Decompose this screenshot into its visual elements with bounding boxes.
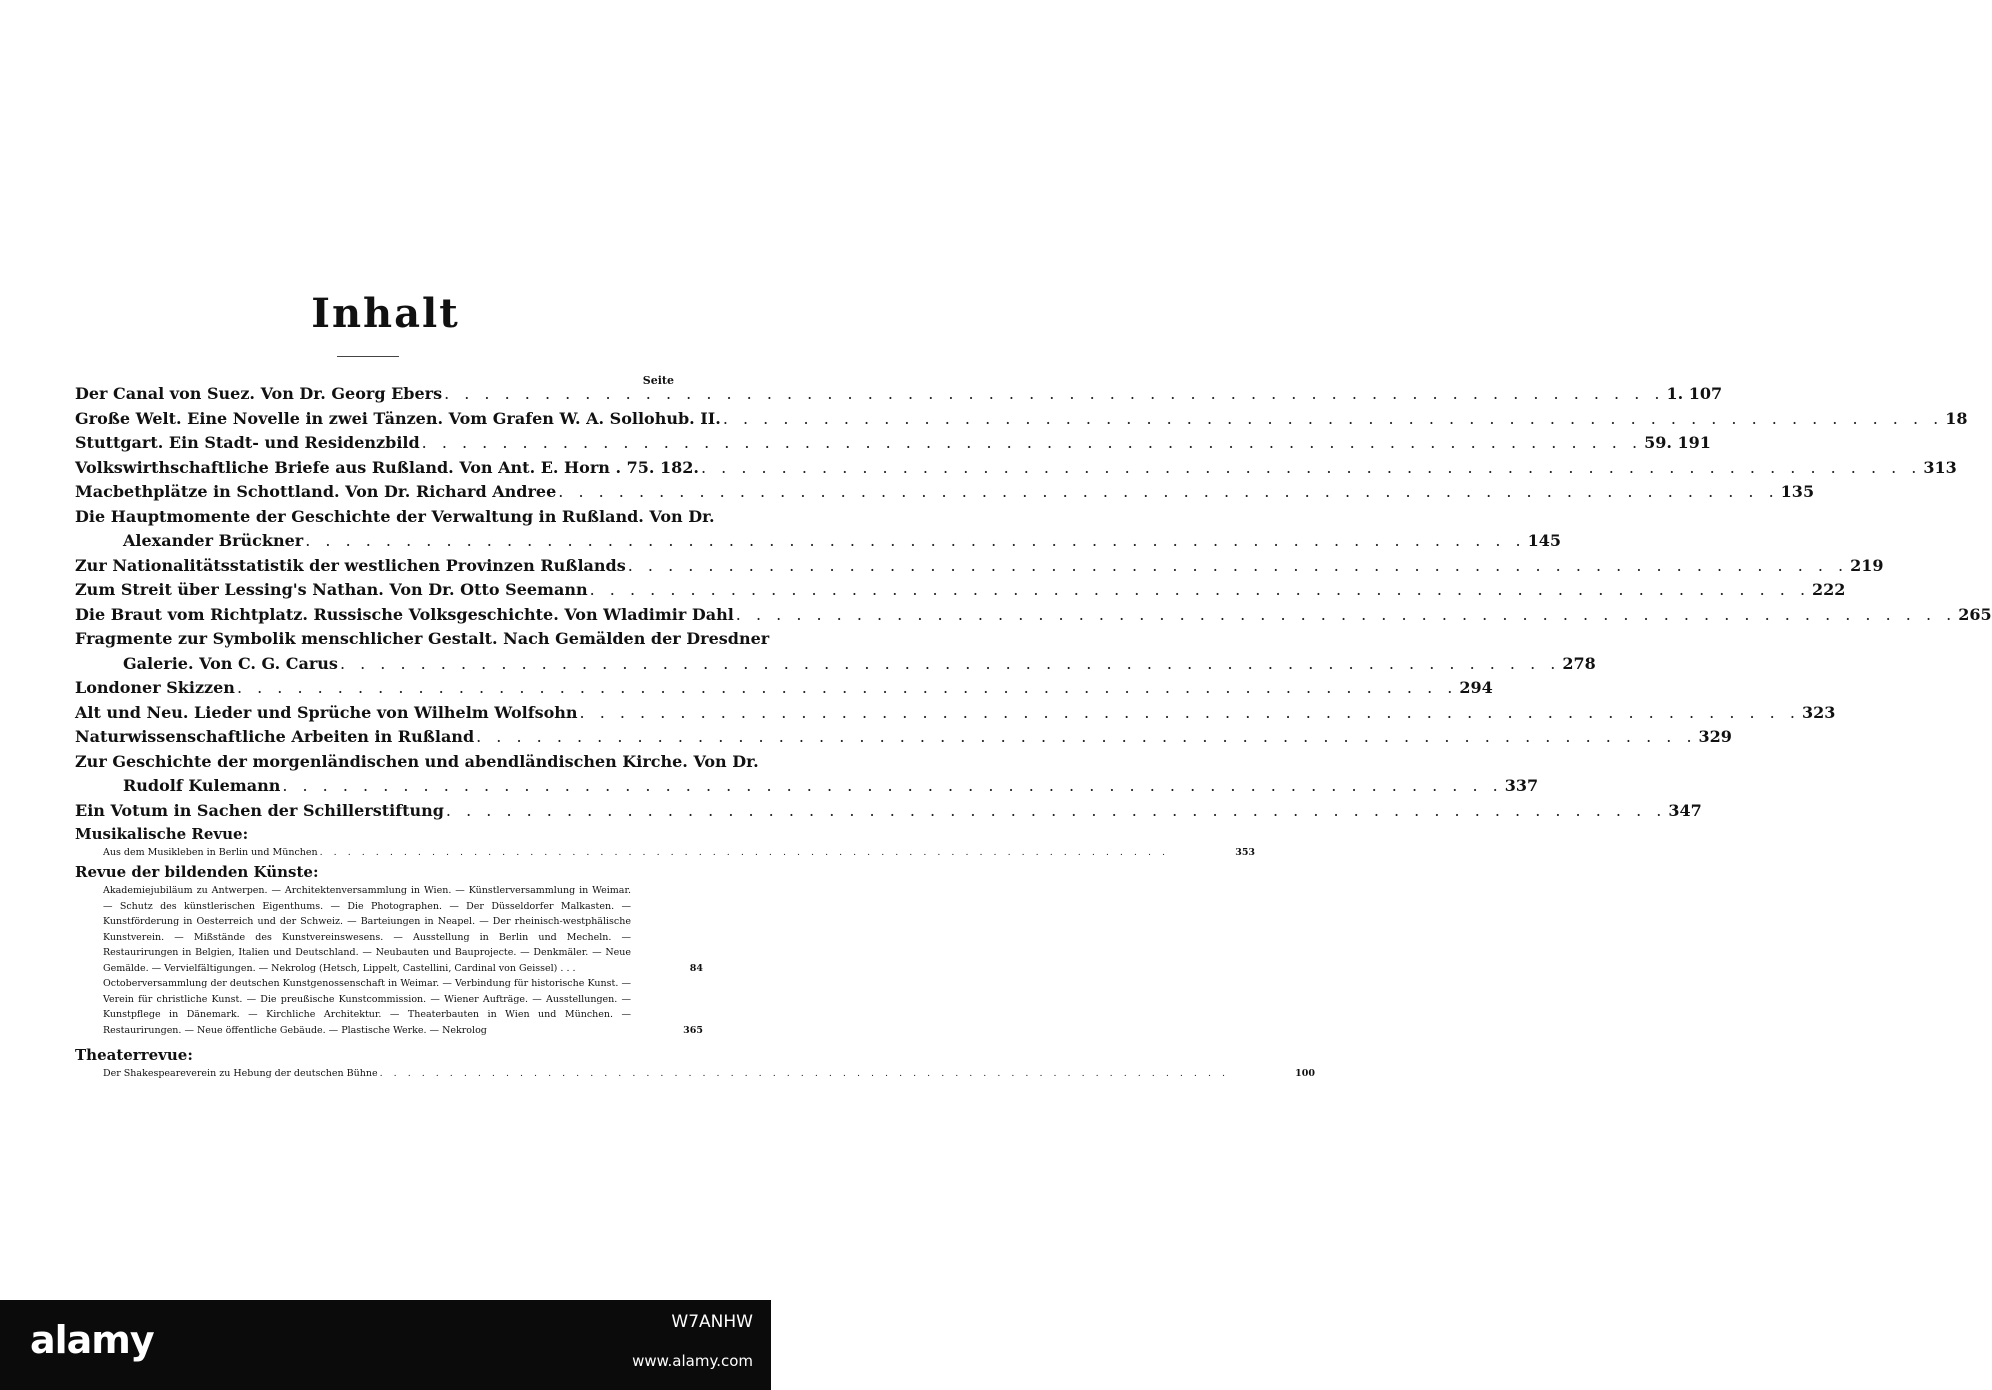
toc-entry bbox=[75, 382, 1723, 407]
toc-entry bbox=[75, 774, 1539, 799]
toc-entry bbox=[75, 799, 1702, 824]
toc-entry-title: Der Canal von Suez. Von Dr. Georg Ebers bbox=[75, 384, 443, 403]
leader-dots bbox=[721, 407, 1945, 432]
toc-entry-title: Macbethplätze in Schottland. Von Dr. Richard Andree bbox=[75, 482, 557, 501]
toc-entry-title: Alexander Brückner bbox=[123, 531, 304, 550]
toc-entry-title: Die Braut vom Richtplatz. Russische Volksgeschichte. Von Wladimir Dahl bbox=[75, 604, 734, 624]
leader-dots bbox=[420, 431, 1644, 456]
toc-entry-page: 294 bbox=[1459, 678, 1493, 697]
title-divider bbox=[337, 356, 399, 357]
toc-entry-page: 1. 107 bbox=[1666, 384, 1723, 403]
toc-entries bbox=[75, 382, 1992, 823]
section-heading-theater: Theaterrevue: bbox=[75, 1046, 193, 1064]
kunst-paragraph-2 bbox=[75, 976, 703, 1038]
toc-entry-page: 219 bbox=[1850, 555, 1884, 575]
toc-entry-title: Der Shakespeareverein zu Hebung der deutschen Bühne bbox=[103, 1068, 378, 1079]
toc-entry-theater bbox=[75, 1066, 1316, 1082]
toc-entry bbox=[75, 725, 1732, 750]
toc-entry bbox=[75, 529, 1562, 554]
toc-entry-title: Ein Votum in Sachen der Schillerstiftung bbox=[75, 800, 444, 820]
leader-dots bbox=[734, 603, 1958, 628]
alamy-logo: alamy bbox=[30, 1318, 154, 1362]
leader-dots bbox=[338, 652, 1562, 677]
toc-entry-page: 265 bbox=[1958, 604, 1992, 624]
kunst-page-1: 84 bbox=[689, 962, 703, 974]
section-heading-kunst: Revue der bildenden Künste: bbox=[75, 863, 319, 881]
toc-entry bbox=[75, 603, 1992, 628]
toc-entry-title: Volkswirthschaftliche Briefe aus Rußland. Von Ant. E. Horn . 75. 182. bbox=[75, 457, 699, 477]
toc-entry bbox=[75, 701, 1836, 726]
toc-entry-title: Alt und Neu. Lieder und Sprüche von Wilhelm Wolfsohn bbox=[75, 702, 578, 722]
toc-entry bbox=[75, 431, 1711, 456]
toc-entry-page: 18 bbox=[1945, 408, 1968, 428]
toc-entry-title: Fragmente zur Symbolik menschlicher Gestalt. Nach Gemälden der Dresdner bbox=[75, 629, 770, 648]
toc-entry-title: Zum Streit über Lessing's Nathan. Von Dr. Otto Seemann bbox=[75, 580, 588, 599]
toc-entry bbox=[75, 407, 1968, 432]
toc-entry-title: Galerie. Von C. G. Carus bbox=[123, 653, 338, 673]
toc-entry bbox=[75, 480, 1815, 505]
kunst-paragraph-1 bbox=[75, 883, 703, 976]
toc-entry-page: 323 bbox=[1801, 702, 1836, 722]
watermark-footer bbox=[0, 1300, 771, 1390]
toc-entry-musik bbox=[75, 845, 1256, 861]
toc-entry-title: Aus dem Musikleben in Berlin und München bbox=[103, 847, 318, 858]
toc-entry-title: Rudolf Kulemann bbox=[123, 776, 281, 795]
kunst-paragraph-text: Akademiejubiläum zu Antwerpen. — Architektenversammlung in Wien. — Künstlerversammlung in Weimar. — Schutz des künstlerischen Eigenthums. — Die Photographen. — Der Düsseldorfer Malkasten. — Kunstförderung in Oesterreich und der Schweiz. — Barteiungen in Neapel. — Der rheinisch-westphälische Kunstverein. — Mißstände des Kunstvereinswesens. — Ausstellung in Berlin und Mecheln. — Restaurirungen in Belgien, Italien und Deutschland. — Neubauten und Bauprojecte. — Denkmäler. — Neue Gemälde. — Vervielfältigungen. — Nekrolog (Hetsch, Lippelt, Castellini, Cardinal von Geissel) . . . bbox=[103, 885, 631, 974]
toc-entry-page: 145 bbox=[1527, 531, 1562, 550]
table-of-contents bbox=[75, 382, 1992, 1082]
toc-entry-page: 353 bbox=[1235, 847, 1256, 858]
toc-entry-page: 329 bbox=[1698, 727, 1732, 746]
toc-entry-page: 59. 191 bbox=[1644, 433, 1711, 452]
toc-entry-title: Naturwissenschaftliche Arbeiten in Rußland bbox=[75, 727, 475, 746]
kunst-paragraph-text: Octoberversammlung der deutschen Kunstgenossenschaft in Weimar. — Verbindung für historische Kunst. — Verein für christliche Kunst. — Die preußische Kunstcommission. — Wiener Aufträge. — Ausstellungen. — Kunstpflege in Dänemark. — Kirchliche Architektur. — Theaterbauten in Wien und München. — Restaurirungen. — Neue öffentliche Gebäude. — Plastische Werke. — Nekrolog bbox=[103, 978, 631, 1036]
leader-dots bbox=[378, 1066, 1231, 1082]
leader-dots bbox=[588, 578, 1812, 603]
leader-dots bbox=[318, 845, 1171, 861]
leader-dots bbox=[556, 480, 1780, 505]
leader-dots bbox=[626, 554, 1850, 579]
toc-entry-page: 337 bbox=[1504, 776, 1539, 795]
toc-entry bbox=[75, 554, 1884, 579]
image-code: W7ANHW bbox=[671, 1312, 753, 1332]
toc-entry bbox=[75, 676, 1493, 701]
kunst-page-2: 365 bbox=[683, 1024, 703, 1036]
toc-entry bbox=[75, 505, 715, 530]
toc-entry-title: Zur Geschichte der morgenländischen und abendländischen Kirche. Von Dr. bbox=[75, 751, 759, 771]
toc-entry-title: Zur Nationalitätsstatistik der westlichen Provinzen Rußlands bbox=[75, 555, 626, 575]
toc-entry-title: Londoner Skizzen bbox=[75, 678, 235, 697]
toc-entry-page: 100 bbox=[1295, 1068, 1316, 1079]
toc-entry-page: 313 bbox=[1923, 457, 1957, 477]
leader-dots bbox=[474, 725, 1698, 750]
toc-entry-page: 347 bbox=[1668, 800, 1702, 820]
toc-entry-title: Stuttgart. Ein Stadt- und Residenzbild bbox=[75, 433, 420, 452]
toc-entry-page: 278 bbox=[1562, 653, 1596, 673]
toc-entry bbox=[75, 456, 1957, 481]
seite-label: Seite bbox=[642, 374, 674, 387]
footer-url: www.alamy.com bbox=[632, 1352, 753, 1370]
toc-entry bbox=[75, 652, 1596, 677]
leader-dots bbox=[699, 456, 1923, 481]
toc-entry-page: 135 bbox=[1780, 482, 1815, 501]
leader-dots bbox=[578, 701, 1802, 726]
toc-entry-title: Die Hauptmomente der Geschichte der Verwaltung in Rußland. Von Dr. bbox=[75, 506, 715, 526]
leader-dots bbox=[442, 382, 1666, 407]
toc-entry bbox=[75, 578, 1846, 603]
toc-entry-title: Große Welt. Eine Novelle in zwei Tänzen. Vom Grafen W. A. Sollohub. II. bbox=[75, 408, 721, 428]
toc-entry bbox=[75, 627, 770, 652]
toc-entry bbox=[75, 750, 759, 775]
leader-dots bbox=[303, 529, 1527, 554]
leader-dots bbox=[280, 774, 1504, 799]
toc-entry-page: 222 bbox=[1812, 580, 1846, 599]
section-heading-musik: Musikalische Revue: bbox=[75, 825, 249, 843]
leader-dots bbox=[444, 799, 1668, 824]
leader-dots bbox=[235, 676, 1459, 701]
page-title: Inhalt bbox=[311, 290, 460, 337]
